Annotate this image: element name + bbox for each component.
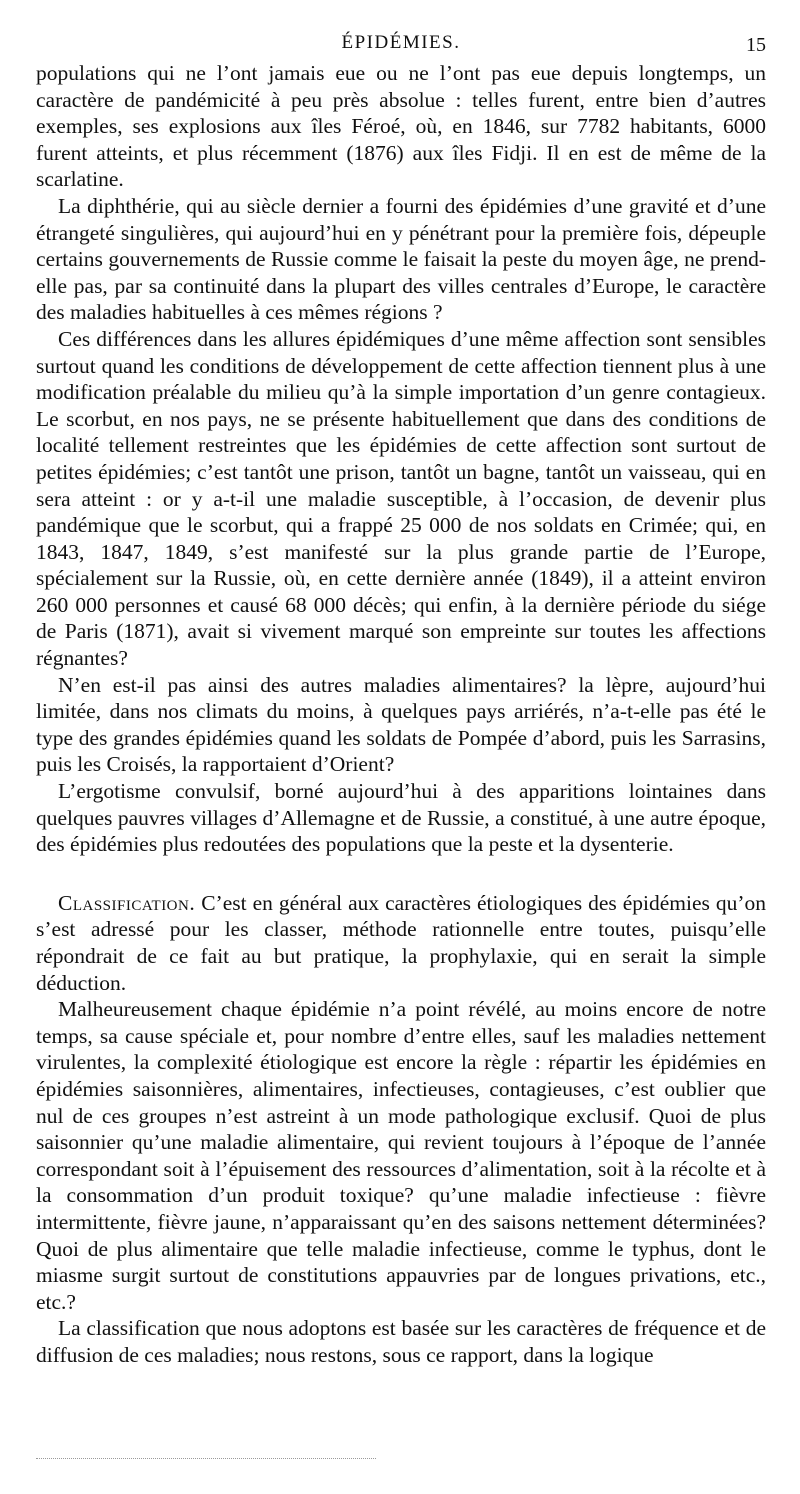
paragraph-leprosy: N’en est-il pas ainsi des autres maladies alimentaires? la lèpre, aujourd’hui limitée, dans nos climats du moins, à quelques pays arriérés, n’a-t-elle pas été le type des grandes épidémies quand les soldats de Pompée d’abord, puis les Sarrasins, puis les Croisés, la rapportaient d’Orient? xyxy=(36,672,766,777)
page-header xyxy=(36,30,766,60)
paragraph-ergotism: L’ergotisme convulsif, borné aujourd’hui à des apparitions lointaines dans quelques pauvres villages d’Allemagne et de Russie, a constitué, à une autre époque, des épidémies plus redoutées des populations que la peste et la dysenterie. xyxy=(36,779,766,857)
running-head: ÉPIDÉMIES. xyxy=(341,32,461,53)
paragraph-measles-continued: populations qui ne l’ont jamais eue ou ne l’ont pas eue depuis longtemps, un caractère de pandémicité à peu près absolue : telles furent, entre bien d’autres exemples, ses explosions aux îles Féroé, où, en 1846, sur 7782 habitants, 6000 furent atteints, et plus récemment (1876) aux îles Fidji. Il en est de même de la scarlatine. xyxy=(36,61,766,192)
classification-text: C’est en général aux caractères étiologiques des épidémies qu’on s’est adressé pour les classer, méthode rationnelle entre toutes, puisqu’elle répondrait de ce fait au but pratique, la prophylaxie, qui en serait la simple déduction. xyxy=(36,890,767,995)
paragraph-scurvy: Ces différences dans les allures épidémiques d’une même affection sont sensibles surtout quand les conditions de développement de cette affection tiennent plus à une modification préalable du milieu qu’à la simple importation d’un genre contagieux. Le scorbut, en nos pays, ne se présente habituellement que dans des conditions de localité tellement restreintes que les épidémies de cette affection sont surtout de petites épidémies; c’est tantôt une prison, tantôt un bagne, tantôt un vaisseau, qui en sera atteint : or y a-t-il une maladie susceptible, à l’occasion, de devenir plus pandémique que le scorbut, qui a frappé 25 000 de nos soldats en Crimée; qui, en 1843, 1847, 1849, s’est manifesté sur la plus grande partie de l’Europe, spécialement sur la Russie, où, en cette dernière année (1849), il a atteint environ 260 000 personnes et causé 68 000 décès; qui enfin, à la dernière période du siége de Paris (1871), avait si vivement marqué son empreinte sur toutes les affections régnantes? xyxy=(36,326,766,671)
section-gap xyxy=(36,858,766,890)
section-heading-classification: Classification. xyxy=(58,890,196,915)
paragraph-classification xyxy=(36,890,766,996)
paragraph-diphtheria: La diphthérie, qui au siècle dernier a fourni des épidémies d’une gravité et d’une étrangeté singulières, qui aujourd’hui en y pénétrant pour la première fois, dépeuple certains gouvernements de Russie comme le faisait la peste du moyen âge, ne prend-elle pas, par sa continuité dans la plupart des villes centrales d’Europe, le caractère des maladies habituelles à ces mêmes régions ? xyxy=(36,193,766,325)
paragraph-adopted-classification: La classification que nous adoptons est basée sur les caractères de fréquence et de diffusion de ces maladies; nous restons, sous ce rapport, dans la logique xyxy=(36,1316,766,1367)
paragraph-etiology: Malheureusement chaque épidémie n’a point révélé, au moins encore de notre temps, sa cause spéciale et, pour nombre d’entre elles, sauf les maladies nettement virulentes, la complexité étiologique est encore la règle : répartir les épidémies en épidémies saisonnières, alimentaires, infectieuses, contagieuses, c’est oublier que nul de ces groupes n’est astreint à un mode pathologique exclusif. Quoi de plus saisonnier qu’une maladie alimentaire, qui revient toujours à l’époque de l’année correspondant soit à l’épuisement des ressources d’alimentation, soit à la récolte et à la consommation d’un produit toxique? qu’une maladie infectieuse : fièvre intermittente, fièvre jaune, n’apparaissant qu’en des saisons nettement déterminées? Quoi de plus alimentaire que telle maladie infectieuse, comme le typhus, dont le miasme surgit surtout de constitutions appauvries par de longues privations, etc., etc.? xyxy=(36,997,766,1314)
page-number: 15 xyxy=(746,34,766,56)
footer-rule xyxy=(36,1458,376,1459)
book-page xyxy=(36,30,766,1369)
